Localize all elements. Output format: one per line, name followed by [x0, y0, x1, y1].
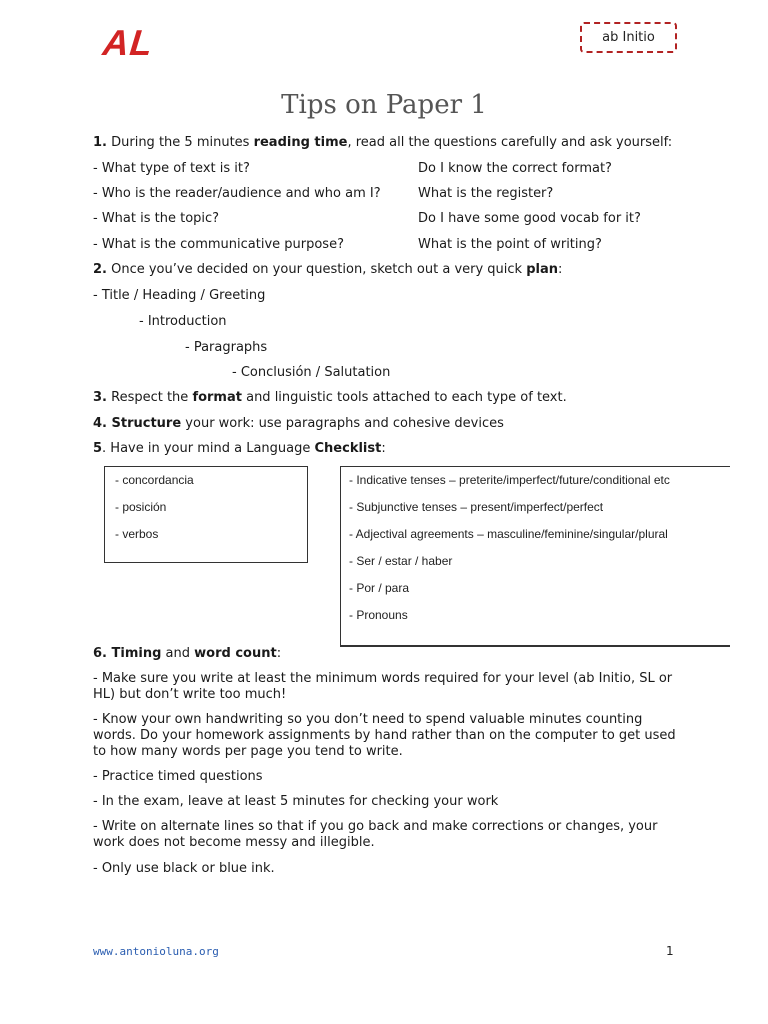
checklist-item: - Indicative tenses – preterite/imperfect/future/conditional etc: [349, 473, 670, 487]
tip-6: - Only use black or blue ink.: [93, 861, 275, 876]
section-2-intro: 2. Once you’ve decided on your question, sketch out a very quick plan:: [93, 262, 563, 277]
website-link[interactable]: www.antonioluna.org: [93, 945, 219, 958]
question-left-4: - What is the communicative purpose?: [93, 237, 344, 252]
question-left-3: - What is the topic?: [93, 211, 220, 226]
tip-2: - Know your own handwriting so you don’t need to spend valuable minutes counting words. Do your homework assignments by hand rather than on the computer to get used to how many words per page you tend to write.: [93, 712, 676, 759]
plan-item-4: - Conclusión / Salutation: [232, 365, 391, 380]
section-4: 4. Structure your work: use paragraphs and cohesive devices: [93, 416, 504, 431]
checklist-item: - Subjunctive tenses – present/imperfect/perfect: [349, 500, 604, 514]
question-left-1: - What type of text is it?: [93, 161, 250, 176]
plan-item-1: - Title / Heading / Greeting: [93, 288, 266, 303]
checklist-item: - Pronouns: [349, 608, 408, 622]
question-left-2: - Who is the reader/audience and who am I?: [93, 186, 381, 201]
tip-4: - In the exam, leave at least 5 minutes for checking your work: [93, 794, 499, 809]
level-badge: ab Initio: [580, 22, 677, 53]
checklist-box-spanish: [104, 466, 308, 563]
checklist-box-grammar: [340, 466, 730, 647]
checklist-item: - Adjectival agreements – masculine/feminine/singular/plural: [349, 527, 668, 541]
checklist-item: - Ser / estar / haber: [349, 554, 453, 568]
checklist-item: - verbos: [115, 527, 159, 541]
tip-5: - Write on alternate lines so that if you go back and make corrections or changes, your work does not become messy and illegible.: [93, 819, 658, 850]
question-right-1: Do I know the correct format?: [418, 161, 612, 176]
tip-1: - Make sure you write at least the minimum words required for your level (ab Initio, SL or HL) but don’t write too much!: [93, 671, 673, 702]
checklist-item: - concordancia: [115, 473, 194, 487]
plan-item-2: - Introduction: [139, 314, 227, 329]
logo: AL: [100, 22, 156, 63]
page-title: Tips on Paper 1: [281, 90, 487, 120]
question-right-2: What is the register?: [418, 186, 554, 201]
page-number: 1: [666, 944, 674, 958]
section-1-intro: 1. During the 5 minutes reading time, read all the questions carefully and ask yourself:: [93, 135, 673, 150]
plan-item-3: - Paragraphs: [185, 340, 268, 355]
checklist-item: - posición: [115, 500, 167, 514]
section-5-intro: 5. Have in your mind a Language Checklist:: [93, 441, 386, 456]
checklist-item: - Por / para: [349, 581, 410, 595]
question-right-3: Do I have some good vocab for it?: [418, 211, 641, 226]
question-right-4: What is the point of writing?: [418, 237, 602, 252]
section-3: 3. Respect the format and linguistic tools attached to each type of text.: [93, 390, 567, 405]
tip-3: - Practice timed questions: [93, 769, 263, 784]
section-6-intro: 6. Timing and word count:: [93, 646, 282, 661]
